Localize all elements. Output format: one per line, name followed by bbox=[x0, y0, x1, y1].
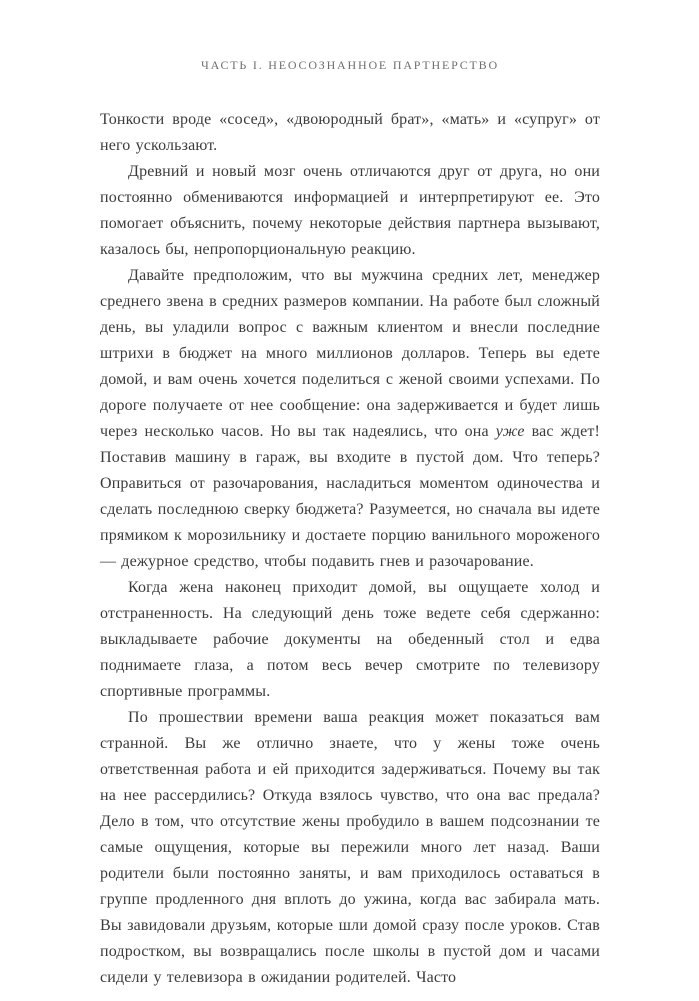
text-run: вас ждет! Поставив машину в гараж, вы входите в пустой дом. Что теперь? Оправиться от разочарования, насладиться моментом одиночества и сделать последнюю сверку бюджета? Разумеется, но сначала вы идете прямиком к морозильнику и достаете порцию ванильного мороженого — дежурное средство, чтобы подавить гнев и разочарование. bbox=[100, 423, 600, 570]
text-run: Тонкости вроде «сосед», «двоюродный брат», «мать» и «супруг» от него ускользают. bbox=[100, 111, 600, 154]
paragraph bbox=[100, 107, 600, 159]
running-head: ЧАСТЬ I. НЕОСОЗНАННОЕ ПАРТНЕРСТВО bbox=[201, 58, 499, 72]
paragraph bbox=[100, 705, 600, 991]
paragraph bbox=[100, 159, 600, 263]
text-run: По прошествии времени ваша реакция может показаться вам странной. Вы же отлично знаете, что у жены тоже очень ответственная работа и ей приходится задерживаться. Почему вы так на нее рассердились? Откуда взялось чувство, что она вас предала? Дело в том, что отсутствие жены пробудило в вашем подсознании те самые ощущения, которые вы пережили много лет назад. Ваши родители были постоянно заняты, и вам приходилось оставаться в группе продленного дня вплоть до ужина, когда вас забирала мать. Вы завидовали друзьям, которые шли домой сразу после уроков. Став подростком, вы возвращались после школы в пустой дом и часами сидели у телевизора в ожидании родителей. Часто bbox=[100, 709, 600, 986]
page-body bbox=[100, 107, 600, 991]
paragraph bbox=[100, 263, 600, 575]
text-run: Когда жена наконец приходит домой, вы ощущаете холод и отстраненность. На следующий день тоже ведете себя сдержанно: выкладываете рабочие документы на обеденный стол и едва поднимаете глаза, а потом весь вечер смотрите по телевизору спортивные программы. bbox=[100, 579, 600, 700]
text-run: Древний и новый мозг очень отличаются друг от друга, но они постоянно обмениваются информацией и интерпретируют ее. Это помогает объяснить, почему некоторые действия партнера вызывают, казалось бы, непропорциональную реакцию. bbox=[100, 163, 600, 258]
italic-text: уже bbox=[495, 423, 525, 440]
text-run: Давайте предположим, что вы мужчина средних лет, менеджер среднего звена в средних размеров компании. На работе был сложный день, вы уладили вопрос с важным клиентом и внесли последние штрихи в бюджет на много миллионов долларов. Теперь вы едете домой, и вам очень хочется поделиться с женой своими успехами. По дороге получаете от нее сообщение: она задерживается и будет лишь через несколько часов. Но вы так надеялись, что она bbox=[100, 267, 600, 440]
paragraph bbox=[100, 575, 600, 705]
